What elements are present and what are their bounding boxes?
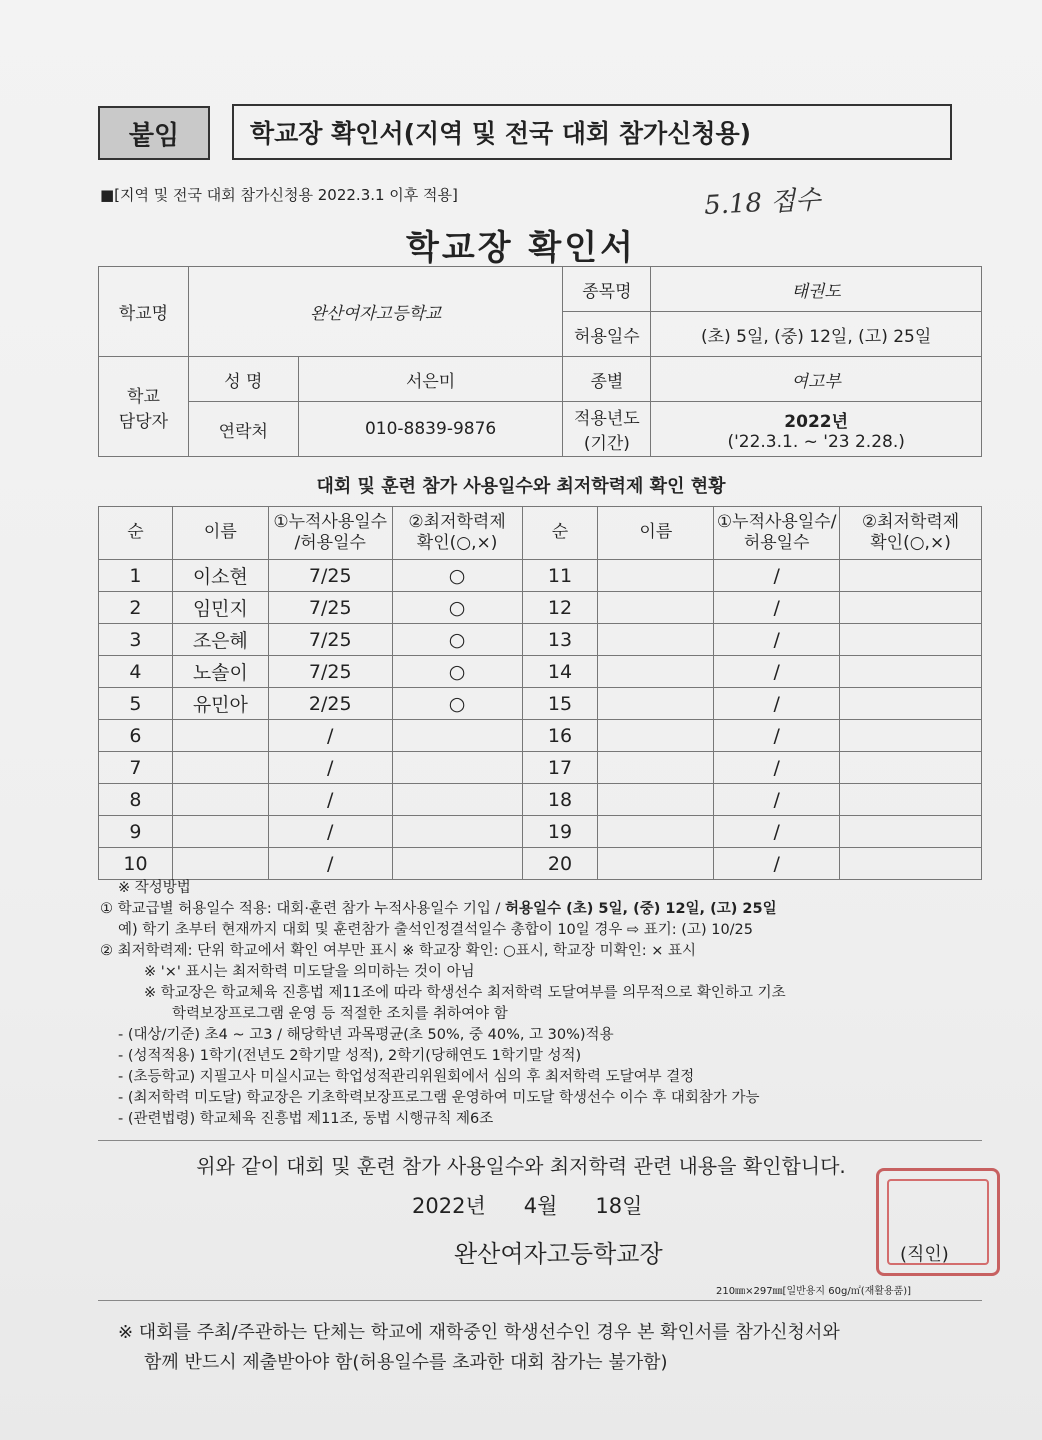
table-row (99, 848, 982, 880)
applicability-note: ■[지역 및 전국 대회 참가신청용 2022.3.1 이후 적용] (100, 186, 458, 204)
school-name-value: 완산여자고등학교 (188, 267, 563, 357)
cell-no: 7 (99, 752, 173, 784)
cell-name (172, 752, 268, 784)
cell-days: 7/25 (268, 624, 392, 656)
manager-name-value: 서은미 (298, 357, 563, 402)
table-row (99, 816, 982, 848)
handwritten-receipt-note: 5.18 접수 (703, 184, 822, 222)
col-no-right: 순 (522, 507, 598, 560)
cell-no2: 18 (522, 784, 598, 816)
category-label: 종별 (563, 357, 651, 402)
cell-name (172, 720, 268, 752)
col-days: ①누적사용일수 /허용일수 (268, 507, 392, 560)
cell-check: ○ (392, 656, 522, 688)
cell-name2 (598, 720, 714, 752)
cell-name: 노솔이 (172, 656, 268, 688)
table-row (99, 592, 982, 624)
cell-name2 (598, 560, 714, 592)
cell-no: 6 (99, 720, 173, 752)
period-value: 2022년 ('22.3.1. ~ '23 2.28.) (651, 402, 982, 457)
cell-check2 (840, 688, 982, 720)
cell-days: / (268, 720, 392, 752)
cell-check: ○ (392, 592, 522, 624)
table-row (99, 720, 982, 752)
cell-name: 유민아 (172, 688, 268, 720)
cell-days2: / (714, 720, 840, 752)
section-title: 대회 및 훈련 참가 사용일수와 최저학력제 확인 현황 (316, 476, 726, 497)
cell-days2: / (714, 816, 840, 848)
manager-name-label: 성 명 (188, 357, 298, 402)
cell-name: 조은혜 (172, 624, 268, 656)
school-info-table (98, 266, 982, 457)
event-label: 종목명 (563, 267, 651, 312)
table-row (99, 656, 982, 688)
cell-no2: 19 (522, 816, 598, 848)
col-days-right: ①누적사용일수/ 허용일수 (714, 507, 840, 560)
cell-check: ○ (392, 688, 522, 720)
event-value: 태권도 (651, 267, 982, 312)
col-no: 순 (99, 507, 173, 560)
cell-name2 (598, 624, 714, 656)
cell-name2 (598, 592, 714, 624)
cell-days: / (268, 848, 392, 880)
contact-label: 연락처 (188, 402, 298, 457)
col-name: 이름 (172, 507, 268, 560)
allowed-days-label: 허용일수 (563, 312, 651, 357)
cell-name2 (598, 784, 714, 816)
cell-days: / (268, 784, 392, 816)
cell-days2: / (714, 624, 840, 656)
cell-no2: 16 (522, 720, 598, 752)
cell-check2 (840, 592, 982, 624)
cell-days2: / (714, 848, 840, 880)
cell-check2 (840, 752, 982, 784)
seal-label: (직인) (900, 1244, 949, 1265)
table-row (99, 560, 982, 592)
cell-check (392, 848, 522, 880)
cell-name2 (598, 752, 714, 784)
main-title: 학교장 확인서 (406, 228, 636, 268)
cell-name2 (598, 816, 714, 848)
cell-name2 (598, 656, 714, 688)
cell-no2: 20 (522, 848, 598, 880)
period-label: 적용년도 (기간) (563, 402, 651, 457)
allowed-days-value: (초) 5일, (중) 12일, (고) 25일 (651, 312, 982, 357)
attachment-tag: 붙임 (98, 106, 210, 160)
cell-check2 (840, 720, 982, 752)
cell-no2: 13 (522, 624, 598, 656)
cell-days2: / (714, 592, 840, 624)
cell-no: 10 (99, 848, 173, 880)
principal-name: 완산여자고등학교장 (454, 1240, 663, 1268)
writing-instructions: ※ 작성방법 ① 학교급별 허용일수 적용: 대회·훈련 참가 누적사용일수 기입 / 허용일수 (초) 5일, (중) 12일, (고) 25일 예) 학기 초부터 현재까지 대회 및 훈련참가 출석인정결석일수 총합이 10일 경우 ⇨ 표기: (고) 10/25 ② 최저학력제: 단위 학교에서 확인 여부만 표시 ※ 학교장 확인: ○표시, 학교장 미확인: × 표시 ※ '×' 표시는 최저학력 미도달을 의미하는 것이 아님 ※ 학교장은 학교체육 진흥법 제11조에 따라 학생선수 최저학력 도달여부를 의무적으로 확인하고 기초 학력보장프로그램 운영 등 적절한 조치를 취하여야 함 - (대상/기준) 초4 ~ 고3 / 해당학년 과목평균(초 50%, 중 40%, 고 30%)적용 - (성적적용) 1학기(전년도 2학기말 성적), 2학기(당해연도 1학기말 성적) - (초등학교) 지필고사 미실시교는 학업성적관리위원회에서 심의 후 최저학력 도달여부 결정 - (최저학력 미도달) 학교장은 기초학력보장프로그램 운영하여 미도달 학생선수 이수 후 대회참가 가능 - (관련법령) 학교체육 진흥법 제11조, 동법 시행규칙 제6조 (100, 880, 786, 1127)
cell-days2: / (714, 560, 840, 592)
cell-check2 (840, 816, 982, 848)
category-value: 여고부 (651, 357, 982, 402)
cell-no: 3 (99, 624, 173, 656)
cell-days2: / (714, 656, 840, 688)
divider (98, 1140, 982, 1141)
col-min-check: ②최저학력제 확인(○,×) (392, 507, 522, 560)
cell-check2 (840, 848, 982, 880)
cell-days: 7/25 (268, 592, 392, 624)
cell-name (172, 784, 268, 816)
school-name-label: 학교명 (99, 267, 189, 357)
cell-days: / (268, 816, 392, 848)
cell-no: 5 (99, 688, 173, 720)
cell-days2: / (714, 784, 840, 816)
table-row (99, 688, 982, 720)
table-row (99, 624, 982, 656)
cell-no: 2 (99, 592, 173, 624)
cell-days2: / (714, 752, 840, 784)
cell-check2 (840, 784, 982, 816)
cell-no: 8 (99, 784, 173, 816)
confirmation-statement: 위와 같이 대회 및 훈련 참가 사용일수와 최저학력 관련 내용을 확인합니다. (196, 1154, 846, 1178)
cell-no: 9 (99, 816, 173, 848)
contact-value: 010-8839-9876 (298, 402, 563, 457)
cell-check (392, 720, 522, 752)
cell-no2: 12 (522, 592, 598, 624)
cell-check (392, 752, 522, 784)
cell-check (392, 784, 522, 816)
cell-no: 4 (99, 656, 173, 688)
cell-name: 임민지 (172, 592, 268, 624)
table-row (99, 752, 982, 784)
participation-table (98, 506, 982, 880)
submission-note: ※ 대회를 주최/주관하는 단체는 학교에 재학중인 학생선수인 경우 본 확인서를 참가신청서와 함께 반드시 제출받아야 함(허용일수를 초과한 대회 참가는 불가함) (118, 1322, 840, 1373)
cell-no2: 11 (522, 560, 598, 592)
cell-name2 (598, 848, 714, 880)
table-row (99, 784, 982, 816)
cell-check2 (840, 560, 982, 592)
cell-days: 2/25 (268, 688, 392, 720)
header-title: 학교장 확인서(지역 및 전국 대회 참가신청용) (232, 104, 952, 160)
cell-days: / (268, 752, 392, 784)
col-min-check-right: ②최저학력제 확인(○,×) (840, 507, 982, 560)
cell-no: 1 (99, 560, 173, 592)
cell-check: ○ (392, 624, 522, 656)
paper-spec: 210㎜×297㎜[일반용지 60g/㎡(재활용품)] (716, 1286, 912, 1297)
cell-name2 (598, 688, 714, 720)
cell-no2: 15 (522, 688, 598, 720)
cell-name (172, 848, 268, 880)
manager-label: 학교 담당자 (99, 357, 189, 457)
cell-days2: / (714, 688, 840, 720)
col-name-right: 이름 (598, 507, 714, 560)
issue-date: 2022년 4월 18일 (412, 1194, 643, 1218)
cell-name: 이소현 (172, 560, 268, 592)
cell-check2 (840, 624, 982, 656)
cell-check (392, 816, 522, 848)
cell-no2: 17 (522, 752, 598, 784)
cell-no2: 14 (522, 656, 598, 688)
divider-bottom (98, 1300, 982, 1301)
cell-days: 7/25 (268, 560, 392, 592)
cell-check2 (840, 656, 982, 688)
cell-name (172, 816, 268, 848)
cell-check: ○ (392, 560, 522, 592)
cell-days: 7/25 (268, 656, 392, 688)
